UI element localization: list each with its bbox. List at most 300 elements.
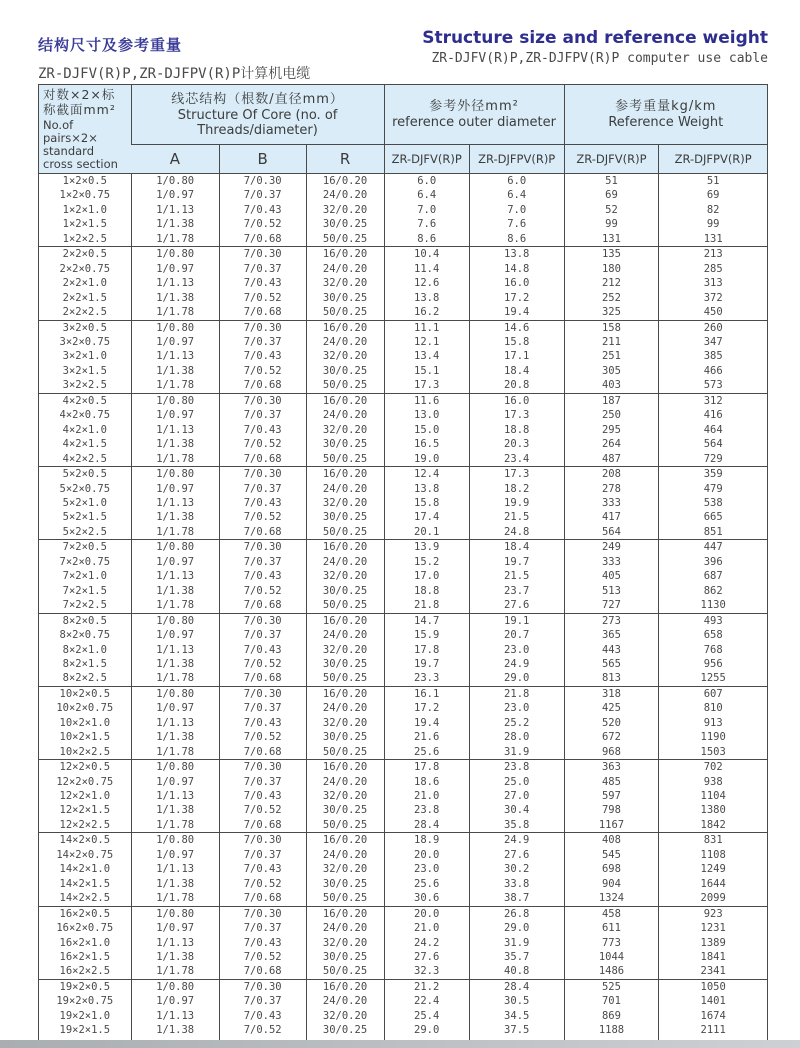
weight-zr-djfpv-cell: 1108 [659,848,768,862]
core-a-cell: 1/1.13 [131,643,219,657]
weight-zr-djfpv-cell: 464 [659,423,768,437]
table-row [39,671,768,686]
diameter-zr-djfv-cell: 13.8 [384,482,469,496]
diameter-zr-djfv-cell: 23.0 [384,862,469,876]
weight-zr-djfv-cell: 672 [564,730,659,744]
pair-size-cell: 7×2×1.0 [62,570,107,583]
pair-size-cell: 12×2×1.0 [59,790,111,803]
core-a-cell: 1/1.78 [131,598,219,613]
pair-size-cell: 12×2×0.5 [39,760,132,775]
core-b-cell: 7/0.52 [219,730,306,744]
weight-zr-djfv-cell: 1324 [564,891,659,906]
diameter-zr-djfv-cell: 15.0 [384,423,469,437]
core-a-cell: 1/1.13 [131,203,219,217]
core-r-cell: 30/0.25 [306,584,384,598]
weight-zr-djfpv-cell: 1644 [659,877,768,891]
weight-zr-djfv-cell: 158 [564,320,659,335]
core-a-cell: 1/0.80 [131,467,219,482]
weight-zr-djfpv-cell: 1841 [659,950,768,964]
table-row [39,818,768,833]
diameter-zr-djfv-cell: 21.6 [384,730,469,744]
diameter-zr-djfpv-cell: 40.8 [469,964,564,979]
weight-zr-djfv-cell: 1167 [564,818,659,833]
diameter-zr-djfv-cell: 17.3 [384,378,469,393]
header-diameter-en: reference outer diameter [392,115,556,131]
table-row [39,203,768,217]
core-a-cell: 1/1.78 [131,305,219,320]
core-a-cell: 1/1.38 [131,510,219,524]
core-a-cell: 1/0.80 [131,247,219,262]
weight-zr-djfpv-cell: 2341 [659,964,768,979]
core-r-cell: 32/0.20 [306,349,384,363]
diameter-zr-djfpv-cell: 23.0 [469,701,564,715]
weight-zr-djfpv-cell: 810 [659,701,768,715]
table-row [39,833,768,848]
core-r-cell: 16/0.20 [306,467,384,482]
diameter-zr-djfv-cell: 14.7 [384,613,469,628]
pair-size-cell: 19×2×0.5 [39,979,132,994]
core-a-cell: 1/1.13 [131,349,219,363]
core-r-cell: 16/0.20 [306,247,384,262]
diameter-zr-djfv-cell: 21.2 [384,979,469,994]
table-row [39,262,768,276]
core-a-cell: 1/0.97 [131,188,219,202]
diameter-zr-djfv-cell: 6.4 [384,188,469,202]
weight-zr-djfpv-cell: 1401 [659,994,768,1008]
weight-zr-djfv-cell: 1044 [564,950,659,964]
diameter-zr-djfpv-cell: 21.5 [469,569,564,583]
table-row [39,555,768,569]
diameter-zr-djfv-cell: 12.4 [384,467,469,482]
pair-size-cell: 3×2×1.5 [62,364,107,377]
diameter-zr-djfpv-cell: 38.7 [469,891,564,906]
subheader-diameter-zr-djfpv: ZR-DJFPV(R)P [469,145,564,174]
diameter-zr-djfv-cell: 13.9 [384,540,469,555]
core-r-cell: 32/0.20 [306,1009,384,1023]
core-r-cell: 32/0.20 [306,716,384,730]
diameter-zr-djfpv-cell: 20.7 [469,628,564,642]
core-a-cell: 1/0.97 [131,555,219,569]
weight-zr-djfpv-cell: 729 [659,452,768,467]
core-r-cell: 50/0.25 [306,305,384,320]
core-a-cell: 1/0.80 [131,979,219,994]
diameter-zr-djfpv-cell: 27.0 [469,789,564,803]
weight-zr-djfv-cell: 333 [564,555,659,569]
core-b-cell: 7/0.37 [219,408,306,422]
pair-size-cell: 2×2×2.5 [62,306,107,319]
diameter-zr-djfv-cell: 24.2 [384,936,469,950]
weight-zr-djfpv-cell: 51 [659,174,768,189]
weight-zr-djfv-cell: 565 [564,657,659,671]
diameter-zr-djfpv-cell: 33.8 [469,877,564,891]
weight-zr-djfv-cell: 701 [564,994,659,1008]
weight-zr-djfpv-cell: 450 [659,305,768,320]
table-row [39,891,768,906]
table-row [39,584,768,598]
header-weight-zh: 参考重量kg/km [615,99,717,115]
core-a-cell: 1/1.13 [131,936,219,950]
core-a-cell: 1/1.78 [131,671,219,686]
core-b-cell: 7/0.52 [219,1023,306,1037]
core-a-cell: 1/1.78 [131,452,219,467]
core-a-cell: 1/0.97 [131,482,219,496]
core-r-cell: 24/0.20 [306,188,384,202]
diameter-zr-djfv-cell: 12.6 [384,276,469,290]
table-row [39,452,768,467]
core-a-cell: 1/0.97 [131,335,219,349]
diameter-zr-djfpv-cell: 35.7 [469,950,564,964]
subheader-core-r: R [306,145,384,174]
weight-zr-djfv-cell: 318 [564,686,659,701]
core-r-cell: 16/0.20 [306,833,384,848]
diameter-zr-djfpv-cell: 30.5 [469,994,564,1008]
table-row [39,247,768,262]
weight-zr-djfv-cell: 51 [564,174,659,189]
core-b-cell: 7/0.68 [219,378,306,393]
diameter-zr-djfv-cell: 15.8 [384,496,469,510]
weight-zr-djfv-cell: 305 [564,364,659,378]
core-r-cell: 50/0.25 [306,378,384,393]
diameter-zr-djfv-cell: 17.4 [384,510,469,524]
header-core-zh: 线芯结构（根数/直径mm） [171,91,344,107]
core-a-cell: 1/0.80 [131,540,219,555]
diameter-zr-djfv-cell: 11.1 [384,320,469,335]
weight-zr-djfpv-cell: 913 [659,716,768,730]
pair-size-cell: 16×2×0.75 [56,922,114,935]
page-footer-bar [0,1040,800,1048]
header-reference-weight [564,85,767,145]
diameter-zr-djfv-cell: 23.3 [384,671,469,686]
core-b-cell: 7/0.68 [219,305,306,320]
core-b-cell: 7/0.43 [219,862,306,876]
header-diameter-zh: 参考外径mm² [429,99,519,115]
diameter-zr-djfpv-cell: 19.9 [469,496,564,510]
diameter-zr-djfpv-cell: 34.5 [469,1009,564,1023]
core-a-cell: 1/0.97 [131,628,219,642]
core-b-cell: 7/0.30 [219,906,306,921]
subheader-core-a: A [131,145,219,174]
diameter-zr-djfpv-cell: 20.3 [469,437,564,451]
weight-zr-djfpv-cell: 2099 [659,891,768,906]
weight-zr-djfpv-cell: 82 [659,203,768,217]
pair-size-cell: 3×2×1.0 [62,350,107,363]
diameter-zr-djfv-cell: 25.6 [384,745,469,760]
weight-zr-djfv-cell: 325 [564,305,659,320]
core-r-cell: 30/0.25 [306,291,384,305]
weight-zr-djfpv-cell: 862 [659,584,768,598]
pair-size-cell: 7×2×1.5 [62,584,107,597]
weight-zr-djfv-cell: 208 [564,467,659,482]
weight-zr-djfpv-cell: 1503 [659,745,768,760]
diameter-zr-djfpv-cell: 26.8 [469,906,564,921]
core-r-cell: 30/0.25 [306,510,384,524]
core-a-cell: 1/1.78 [131,745,219,760]
weight-zr-djfv-cell: 869 [564,1009,659,1023]
weight-zr-djfv-cell: 273 [564,613,659,628]
table-row [39,393,768,408]
header-weight-en: Reference Weight [608,115,724,131]
table-row [39,467,768,482]
weight-zr-djfv-cell: 52 [564,203,659,217]
page-title-en: Structure size and reference weight [422,28,768,48]
core-r-cell: 32/0.20 [306,789,384,803]
diameter-zr-djfv-cell: 23.8 [384,803,469,817]
diameter-zr-djfv-cell: 11.4 [384,262,469,276]
table-row [39,423,768,437]
pair-size-cell: 1×2×1.5 [62,218,107,231]
weight-zr-djfv-cell: 417 [564,510,659,524]
core-r-cell: 50/0.25 [306,891,384,906]
table-row [39,217,768,231]
pair-size-cell: 16×2×2.5 [59,965,111,978]
core-b-cell: 7/0.43 [219,569,306,583]
weight-zr-djfpv-cell: 447 [659,540,768,555]
weight-zr-djfv-cell: 968 [564,745,659,760]
weight-zr-djfpv-cell: 313 [659,276,768,290]
core-r-cell: 32/0.20 [306,276,384,290]
table-row [39,760,768,775]
subheader-weight-zr-djfv: ZR-DJFV(R)P [564,145,659,174]
weight-zr-djfv-cell: 69 [564,188,659,202]
diameter-zr-djfpv-cell: 19.1 [469,613,564,628]
core-r-cell: 16/0.20 [306,320,384,335]
weight-zr-djfv-cell: 513 [564,584,659,598]
core-r-cell: 24/0.20 [306,482,384,496]
core-b-cell: 7/0.52 [219,217,306,231]
core-b-cell: 7/0.37 [219,775,306,789]
table-row [39,877,768,891]
core-b-cell: 7/0.43 [219,716,306,730]
pair-size-cell: 5×2×2.5 [62,525,107,538]
pair-size-cell: 14×2×0.75 [56,848,114,861]
header-pairs-en: No.of pairs×2× standard cross section [43,118,118,171]
diameter-zr-djfv-cell: 13.0 [384,408,469,422]
table-row [39,716,768,730]
table-row [39,775,768,789]
diameter-zr-djfv-cell: 15.1 [384,364,469,378]
diameter-zr-djfv-cell: 13.8 [384,291,469,305]
core-b-cell: 7/0.68 [219,745,306,760]
header-left [38,28,310,83]
weight-zr-djfpv-cell: 466 [659,364,768,378]
weight-zr-djfv-cell: 1486 [564,964,659,979]
core-r-cell: 30/0.25 [306,437,384,451]
pair-size-cell: 8×2×2.5 [62,672,107,685]
core-b-cell: 7/0.43 [219,423,306,437]
header-core-structure [131,85,384,145]
core-b-cell: 7/0.52 [219,950,306,964]
diameter-zr-djfpv-cell: 24.9 [469,833,564,848]
weight-zr-djfpv-cell: 1842 [659,818,768,833]
diameter-zr-djfpv-cell: 6.0 [469,174,564,189]
core-r-cell: 24/0.20 [306,775,384,789]
diameter-zr-djfpv-cell: 35.8 [469,818,564,833]
pair-size-cell: 10×2×1.0 [59,716,111,729]
diameter-zr-djfv-cell: 10.4 [384,247,469,262]
diameter-zr-djfpv-cell: 7.0 [469,203,564,217]
table-row [39,950,768,964]
diameter-zr-djfpv-cell: 16.0 [469,276,564,290]
core-b-cell: 7/0.68 [219,452,306,467]
diameter-zr-djfv-cell: 16.5 [384,437,469,451]
core-b-cell: 7/0.43 [219,496,306,510]
table-row [39,613,768,628]
diameter-zr-djfv-cell: 17.8 [384,643,469,657]
core-b-cell: 7/0.37 [219,335,306,349]
weight-zr-djfv-cell: 365 [564,628,659,642]
weight-zr-djfpv-cell: 359 [659,467,768,482]
diameter-zr-djfv-cell: 18.8 [384,584,469,598]
core-r-cell: 30/0.25 [306,217,384,231]
core-b-cell: 7/0.37 [219,994,306,1008]
weight-zr-djfpv-cell: 385 [659,349,768,363]
pair-size-cell: 7×2×2.5 [62,599,107,612]
core-a-cell: 1/0.97 [131,848,219,862]
pair-size-cell: 4×2×1.0 [62,423,107,436]
table-row [39,349,768,363]
diameter-zr-djfpv-cell: 14.8 [469,262,564,276]
diameter-zr-djfv-cell: 19.0 [384,452,469,467]
structure-size-weight-table [38,84,768,1048]
diameter-zr-djfv-cell: 29.0 [384,1023,469,1037]
diameter-zr-djfv-cell: 32.3 [384,964,469,979]
table-row [39,643,768,657]
weight-zr-djfpv-cell: 564 [659,437,768,451]
core-a-cell: 1/0.80 [131,833,219,848]
diameter-zr-djfpv-cell: 20.8 [469,378,564,393]
table-row [39,510,768,524]
diameter-zr-djfpv-cell: 23.4 [469,452,564,467]
table-row [39,789,768,803]
table-row [39,364,768,378]
subheader-diameter-zr-djfv: ZR-DJFV(R)P [384,145,469,174]
core-a-cell: 1/0.80 [131,760,219,775]
diameter-zr-djfv-cell: 25.6 [384,877,469,891]
core-a-cell: 1/1.38 [131,364,219,378]
core-r-cell: 32/0.20 [306,643,384,657]
header-right [422,28,768,66]
weight-zr-djfpv-cell: 851 [659,525,768,540]
header-outer-diameter [384,85,564,145]
weight-zr-djfv-cell: 408 [564,833,659,848]
diameter-zr-djfpv-cell: 17.3 [469,408,564,422]
core-r-cell: 16/0.20 [306,906,384,921]
core-b-cell: 7/0.68 [219,671,306,686]
weight-zr-djfv-cell: 252 [564,291,659,305]
core-b-cell: 7/0.52 [219,584,306,598]
core-r-cell: 30/0.25 [306,364,384,378]
pair-size-cell: 8×2×1.0 [62,643,107,656]
weight-zr-djfpv-cell: 1674 [659,1009,768,1023]
diameter-zr-djfpv-cell: 19.4 [469,305,564,320]
weight-zr-djfv-cell: 135 [564,247,659,262]
pair-size-cell: 16×2×1.5 [59,951,111,964]
core-b-cell: 7/0.37 [219,921,306,935]
diameter-zr-djfpv-cell: 23.7 [469,584,564,598]
weight-zr-djfv-cell: 425 [564,701,659,715]
weight-zr-djfpv-cell: 131 [659,232,768,247]
weight-zr-djfpv-cell: 493 [659,613,768,628]
pair-size-cell: 1×2×1.0 [62,203,107,216]
weight-zr-djfpv-cell: 702 [659,760,768,775]
weight-zr-djfv-cell: 249 [564,540,659,555]
pair-size-cell: 3×2×0.5 [39,320,132,335]
diameter-zr-djfpv-cell: 19.7 [469,555,564,569]
diameter-zr-djfpv-cell: 27.6 [469,848,564,862]
pair-size-cell: 8×2×1.5 [62,657,107,670]
core-a-cell: 1/1.13 [131,569,219,583]
core-a-cell: 1/1.78 [131,818,219,833]
pair-size-cell: 2×2×1.5 [62,291,107,304]
core-b-cell: 7/0.52 [219,657,306,671]
pair-size-cell: 1×2×0.75 [59,189,111,202]
weight-zr-djfv-cell: 251 [564,349,659,363]
diameter-zr-djfpv-cell: 31.9 [469,745,564,760]
diameter-zr-djfv-cell: 22.4 [384,994,469,1008]
pair-size-cell: 19×2×0.75 [56,995,114,1008]
diameter-zr-djfpv-cell: 23.8 [469,760,564,775]
weight-zr-djfv-cell: 813 [564,671,659,686]
table-row [39,335,768,349]
core-r-cell: 24/0.20 [306,628,384,642]
core-a-cell: 1/1.38 [131,657,219,671]
core-a-cell: 1/1.78 [131,525,219,540]
diameter-zr-djfpv-cell: 18.4 [469,540,564,555]
weight-zr-djfv-cell: 611 [564,921,659,935]
core-a-cell: 1/1.38 [131,950,219,964]
pair-size-cell: 12×2×2.5 [59,818,111,831]
weight-zr-djfv-cell: 727 [564,598,659,613]
diameter-zr-djfv-cell: 19.4 [384,716,469,730]
core-r-cell: 50/0.25 [306,232,384,247]
core-r-cell: 30/0.25 [306,1023,384,1037]
pair-size-cell: 8×2×0.75 [59,629,111,642]
diameter-zr-djfv-cell: 16.1 [384,686,469,701]
core-r-cell: 16/0.20 [306,760,384,775]
core-b-cell: 7/0.30 [219,833,306,848]
core-r-cell: 50/0.25 [306,598,384,613]
diameter-zr-djfpv-cell: 23.0 [469,643,564,657]
core-b-cell: 7/0.30 [219,760,306,775]
diameter-zr-djfv-cell: 12.1 [384,335,469,349]
diameter-zr-djfv-cell: 19.7 [384,657,469,671]
diameter-zr-djfv-cell: 17.8 [384,760,469,775]
pair-size-cell: 10×2×0.75 [56,702,114,715]
core-a-cell: 1/1.13 [131,1009,219,1023]
core-b-cell: 7/0.37 [219,188,306,202]
subheader-weight-zr-djfpv: ZR-DJFPV(R)P [659,145,768,174]
weight-zr-djfpv-cell: 538 [659,496,768,510]
diameter-zr-djfpv-cell: 17.2 [469,291,564,305]
diameter-zr-djfpv-cell: 31.9 [469,936,564,950]
core-r-cell: 30/0.25 [306,803,384,817]
pair-size-cell: 3×2×0.75 [59,335,111,348]
table-row [39,686,768,701]
core-r-cell: 32/0.20 [306,936,384,950]
core-a-cell: 1/1.78 [131,232,219,247]
weight-zr-djfpv-cell: 416 [659,408,768,422]
diameter-zr-djfv-cell: 21.8 [384,598,469,613]
pair-size-cell: 12×2×0.75 [56,775,114,788]
table-row [39,701,768,715]
core-a-cell: 1/1.38 [131,730,219,744]
diameter-zr-djfv-cell: 18.6 [384,775,469,789]
diameter-zr-djfv-cell: 8.6 [384,232,469,247]
diameter-zr-djfpv-cell: 13.8 [469,247,564,262]
weight-zr-djfv-cell: 278 [564,482,659,496]
diameter-zr-djfv-cell: 16.2 [384,305,469,320]
pair-size-cell: 5×2×0.5 [39,467,132,482]
